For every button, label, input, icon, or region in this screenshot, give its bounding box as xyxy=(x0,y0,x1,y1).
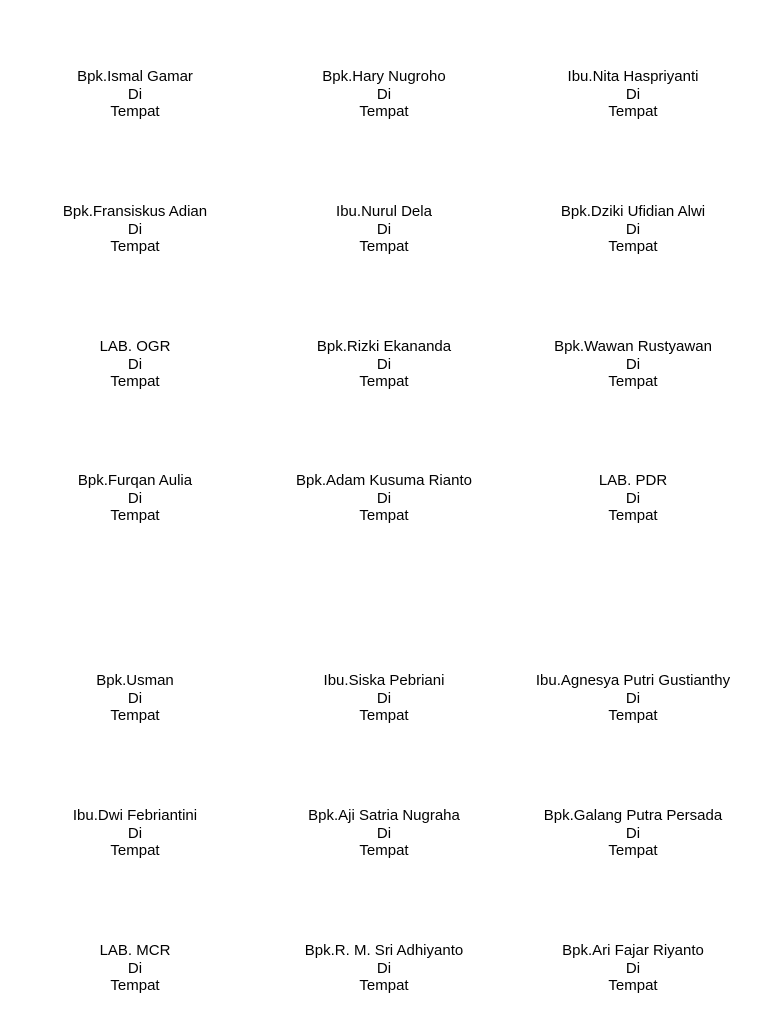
recipient-name: Bpk.Ari Fajar Riyanto xyxy=(562,942,704,959)
label-line-di: Di xyxy=(127,959,143,977)
label-line-tempat: Tempat xyxy=(359,707,409,724)
label-line-tempat: Tempat xyxy=(359,977,409,994)
label-line-tempat: Tempat xyxy=(608,373,658,390)
address-label xyxy=(513,807,753,860)
recipient-name: LAB. MCR xyxy=(99,942,171,959)
recipient-name: Bpk.R. M. Sri Adhiyanto xyxy=(304,942,464,959)
label-line-tempat: Tempat xyxy=(110,707,160,724)
label-line-tempat: Tempat xyxy=(608,977,658,994)
recipient-name: Bpk.Furqan Aulia xyxy=(77,472,193,489)
label-line-di: Di xyxy=(625,824,641,842)
label-line-tempat: Tempat xyxy=(110,373,160,390)
address-label xyxy=(15,942,255,995)
label-line-di: Di xyxy=(625,220,641,238)
label-line-tempat: Tempat xyxy=(608,238,658,255)
recipient-name: Bpk.Hary Nugroho xyxy=(322,68,446,85)
address-label xyxy=(264,472,504,525)
label-line-tempat: Tempat xyxy=(110,507,160,524)
address-label xyxy=(15,68,255,121)
label-line-tempat: Tempat xyxy=(110,842,160,859)
label-line-tempat: Tempat xyxy=(608,842,658,859)
label-line-tempat: Tempat xyxy=(110,238,160,255)
label-line-tempat: Tempat xyxy=(608,507,658,524)
label-line-tempat: Tempat xyxy=(608,103,658,120)
label-line-di: Di xyxy=(625,85,641,103)
recipient-name: Ibu.Nita Haspriyanti xyxy=(567,68,699,85)
label-line-tempat: Tempat xyxy=(359,103,409,120)
address-label xyxy=(513,942,753,995)
address-label xyxy=(264,807,504,860)
recipient-name: Bpk.Rizki Ekananda xyxy=(316,338,452,355)
label-line-di: Di xyxy=(127,824,143,842)
label-line-tempat: Tempat xyxy=(110,103,160,120)
address-label xyxy=(264,203,504,256)
address-label xyxy=(264,338,504,391)
label-line-di: Di xyxy=(625,689,641,707)
label-line-tempat: Tempat xyxy=(359,238,409,255)
recipient-name: Bpk.Aji Satria Nugraha xyxy=(308,807,460,824)
recipient-name: Ibu.Nurul Dela xyxy=(336,203,432,220)
address-label xyxy=(15,807,255,860)
label-line-tempat: Tempat xyxy=(359,507,409,524)
address-label xyxy=(513,68,753,121)
address-label xyxy=(264,672,504,725)
label-line-tempat: Tempat xyxy=(359,842,409,859)
recipient-name: Ibu.Dwi Febriantini xyxy=(72,807,198,824)
address-label xyxy=(513,203,753,256)
address-label xyxy=(513,672,753,725)
address-label xyxy=(264,942,504,995)
label-line-di: Di xyxy=(127,220,143,238)
address-label xyxy=(264,68,504,121)
address-label xyxy=(15,472,255,525)
recipient-name: Bpk.Galang Putra Persada xyxy=(543,807,723,824)
label-line-di: Di xyxy=(376,689,392,707)
label-line-di: Di xyxy=(625,489,641,507)
label-line-di: Di xyxy=(376,355,392,373)
address-label xyxy=(15,338,255,391)
label-line-di: Di xyxy=(376,85,392,103)
recipient-name: Bpk.Wawan Rustyawan xyxy=(554,338,712,355)
label-line-di: Di xyxy=(127,85,143,103)
recipient-name: LAB. PDR xyxy=(598,472,668,489)
address-label xyxy=(513,472,753,525)
recipient-name: Ibu.Siska Pebriani xyxy=(323,672,445,689)
label-line-di: Di xyxy=(625,959,641,977)
label-line-di: Di xyxy=(127,355,143,373)
address-label xyxy=(15,203,255,256)
label-line-tempat: Tempat xyxy=(359,373,409,390)
label-line-tempat: Tempat xyxy=(110,977,160,994)
recipient-name: Bpk.Dziki Ufidian Alwi xyxy=(560,203,706,220)
recipient-name: Bpk.Usman xyxy=(96,672,174,689)
label-line-di: Di xyxy=(376,489,392,507)
address-label xyxy=(15,672,255,725)
label-line-di: Di xyxy=(376,959,392,977)
recipient-name: Bpk.Fransiskus Adian xyxy=(62,203,208,220)
label-line-di: Di xyxy=(376,824,392,842)
recipient-name: Bpk.Adam Kusuma Rianto xyxy=(296,472,472,489)
label-line-di: Di xyxy=(127,489,143,507)
recipient-name: Ibu.Agnesya Putri Gustianthy xyxy=(535,672,731,689)
label-line-di: Di xyxy=(625,355,641,373)
recipient-name: Bpk.Ismal Gamar xyxy=(77,68,193,85)
recipient-name: LAB. OGR xyxy=(99,338,171,355)
label-line-di: Di xyxy=(127,689,143,707)
label-line-di: Di xyxy=(376,220,392,238)
label-line-tempat: Tempat xyxy=(608,707,658,724)
address-label xyxy=(513,338,753,391)
